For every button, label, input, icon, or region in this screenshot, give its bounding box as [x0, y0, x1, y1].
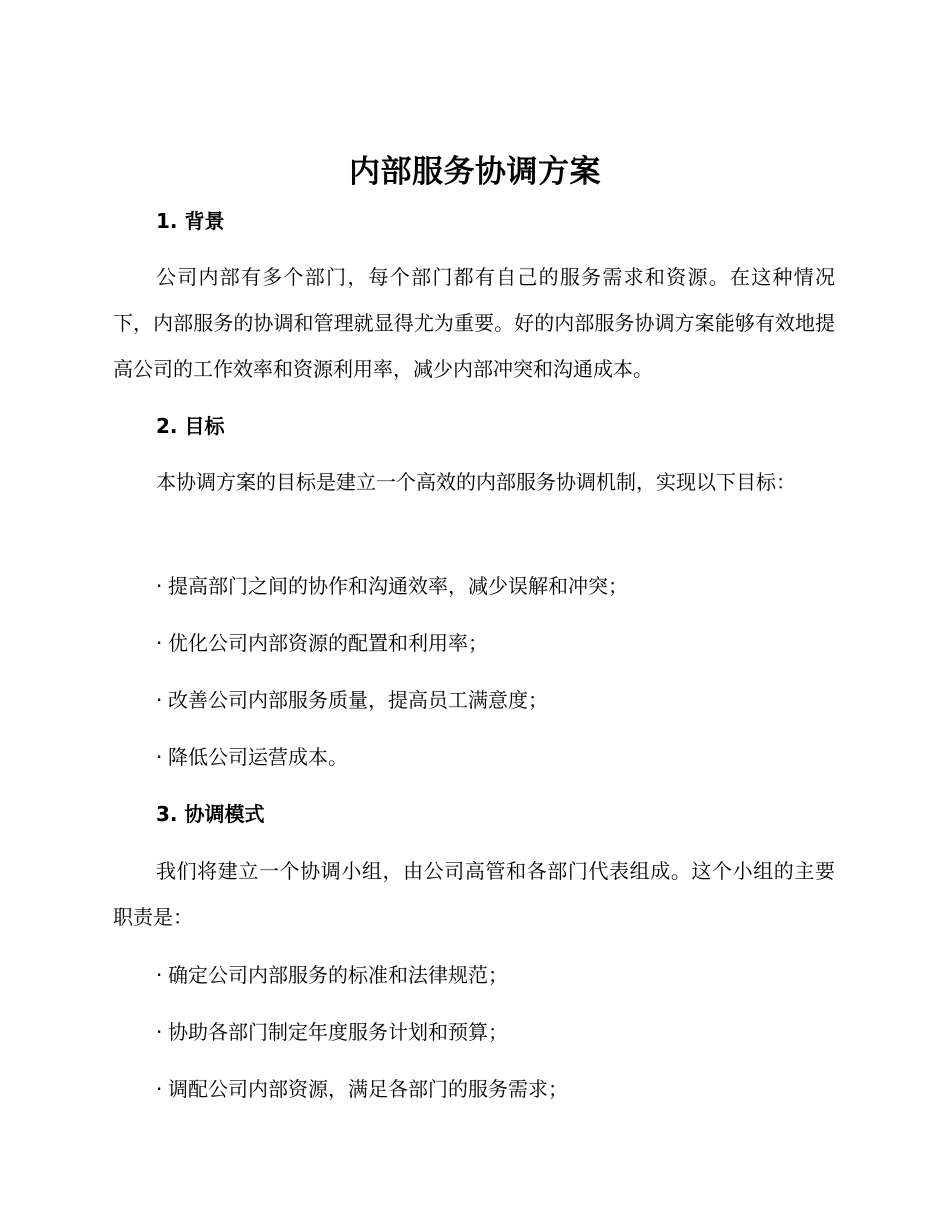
section-paragraph-background: 公司内部有多个部门，每个部门都有自己的服务需求和资源。在这种情况下，内部服务的协调和管理就显得尤为重要。好的内部服务协调方案能够有效地提高公司的工作效率和资源利用率，减少内部冲突和沟通成本。: [113, 265, 835, 381]
section-heading-goals: 2. 目标: [156, 414, 225, 438]
list-item: [156, 742, 348, 772]
list-item: [156, 1017, 508, 1047]
list-item: [156, 628, 488, 658]
list-item-text: 确定公司内部服务的标准和法律规范；: [168, 963, 508, 987]
list-item-text: 提高部门之间的协作和沟通效率，减少误解和冲突；: [168, 574, 628, 598]
section-heading-background: 1. 背景: [156, 209, 225, 233]
bullet-icon: ·: [156, 574, 163, 598]
list-item-text: 调配公司内部资源，满足各部门的服务需求；: [168, 1077, 568, 1101]
list-item: [156, 571, 628, 601]
document-title: 内部服务协调方案: [349, 154, 601, 190]
bullet-icon: ·: [156, 688, 163, 712]
list-item: [156, 960, 508, 990]
bullet-icon: ·: [156, 963, 163, 987]
list-item: [156, 1074, 568, 1104]
bullet-icon: ·: [156, 1020, 163, 1044]
bullet-icon: ·: [156, 745, 163, 769]
list-item-text: 协助各部门制定年度服务计划和预算；: [168, 1020, 508, 1044]
list-item-text: 降低公司运营成本。: [168, 745, 348, 769]
section-heading-coordination-mode: 3. 协调模式: [156, 802, 265, 826]
list-item-text: 改善公司内部服务质量，提高员工满意度；: [168, 688, 548, 712]
section-paragraph-goals: 本协调方案的目标是建立一个高效的内部服务协调机制，实现以下目标：: [156, 470, 796, 494]
bullet-icon: ·: [156, 631, 163, 655]
list-item-text: 优化公司内部资源的配置和利用率；: [168, 631, 488, 655]
list-item: [156, 685, 548, 715]
section-paragraph-coordination-mode: 我们将建立一个协调小组，由公司高管和各部门代表组成。这个小组的主要职责是：: [113, 859, 835, 929]
bullet-icon: ·: [156, 1077, 163, 1101]
